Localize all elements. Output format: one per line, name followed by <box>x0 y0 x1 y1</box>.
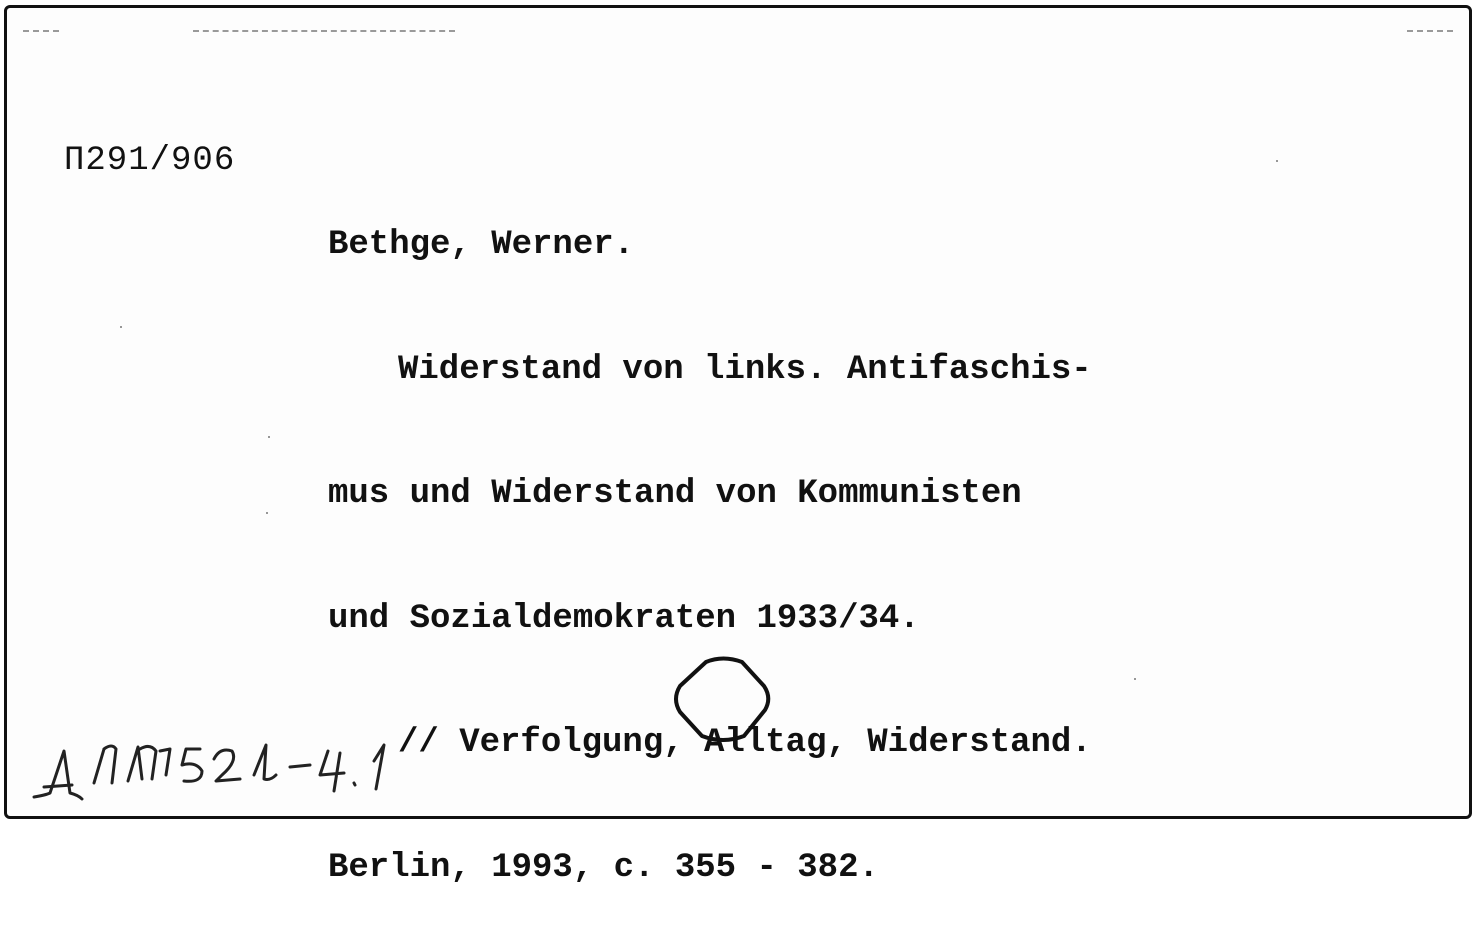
entry-series-line: // Verfolgung, Alltag, Widerstand. <box>398 724 1092 762</box>
shelfmark: П291/906 <box>64 142 236 180</box>
entry-author: Bethge, Werner. <box>328 226 635 264</box>
paper-speck <box>268 436 270 438</box>
paper-speck <box>1134 678 1136 680</box>
entry-title-line: Widerstand von links. Antifaschis- <box>398 350 1092 389</box>
entry-title-line: und Sozialdemokraten 1933/34. <box>328 599 920 638</box>
top-dash-mark <box>193 30 455 32</box>
handwritten-code-text <box>30 738 390 798</box>
top-dash-mark <box>1407 30 1453 32</box>
punch-hole-icon <box>672 656 774 742</box>
bibliographic-entry <box>328 142 1092 931</box>
paper-speck <box>266 512 268 514</box>
entry-title-line: mus und Widerstand von Kommunisten <box>328 475 1022 513</box>
entry-imprint-line: Berlin, 1993, c. 355 - 382. <box>328 848 879 887</box>
paper-speck <box>1276 160 1278 162</box>
paper-speck <box>120 326 122 328</box>
top-dash-mark <box>23 30 59 32</box>
